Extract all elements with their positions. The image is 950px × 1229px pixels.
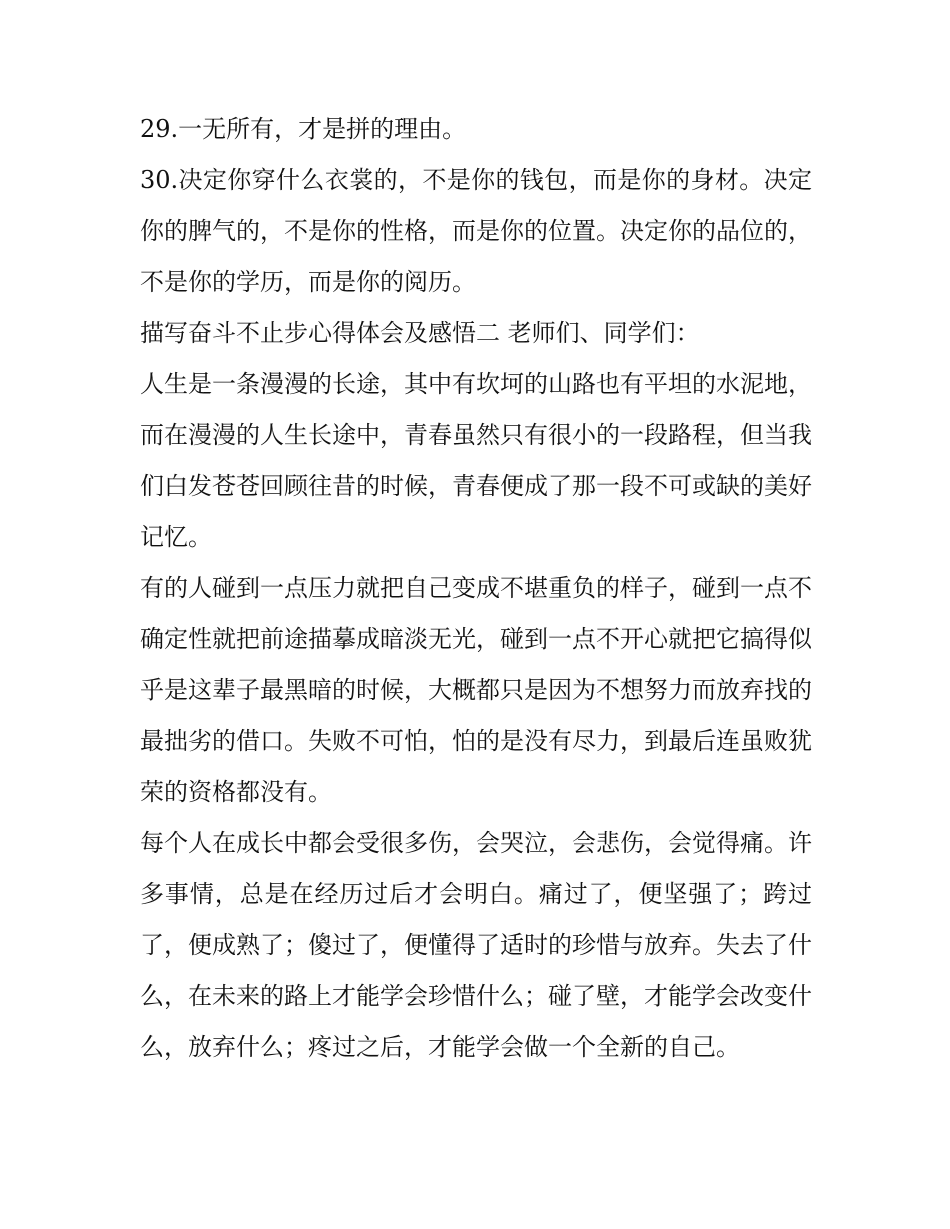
paragraph-quote-29: 29.一无所有，才是拼的理由。 (140, 115, 467, 143)
paragraph: 每个人在成长中都会受很多伤，会哭泣，会悲伤，会觉得痛。许多事情，总是在经历过后才会明白。痛过了，便坚强了；跨过了，便成熟了；傻过了，便懂得了适时的珍惜与放弃。失去了什么，在未来的路上才能学会珍惜什么；碰了壁，才能学会改变什么，放弃什么；疼过之后，才能学会做一个全新的自己。 (140, 829, 812, 1061)
paragraph: 人生是一条漫漫的长途，其中有坎坷的山路也有平坦的水泥地，而在漫漫的人生长途中，青春虽然只有很小的一段路程，但当我们白发苍苍回顾往昔的时候，青春便成了那一段不可或缺的美好记忆。 (140, 370, 812, 551)
paragraph-quote-30: 30.决定你穿什么衣裳的，不是你的钱包，而是你的身材。决定你的脾气的，不是你的性格，而是你的位置。决定你的品位的，不是你的学历，而是你的阅历。 (140, 166, 812, 296)
paragraph: 有的人碰到一点压力就把自己变成不堪重负的样子，碰到一点不确定性就把前途描摹成暗淡无光，碰到一点不开心就把它搞得似乎是这辈子最黑暗的时候，大概都只是因为不想努力而放弃找的最拙劣的借口。失败不可怕，怕的是没有尽力，到最后连虽败犹荣的资格都没有。 (140, 574, 812, 806)
section-heading: 描写奋斗不止步心得体会及感悟二 老师们、同学们： (140, 319, 700, 347)
document-body (140, 104, 812, 1073)
